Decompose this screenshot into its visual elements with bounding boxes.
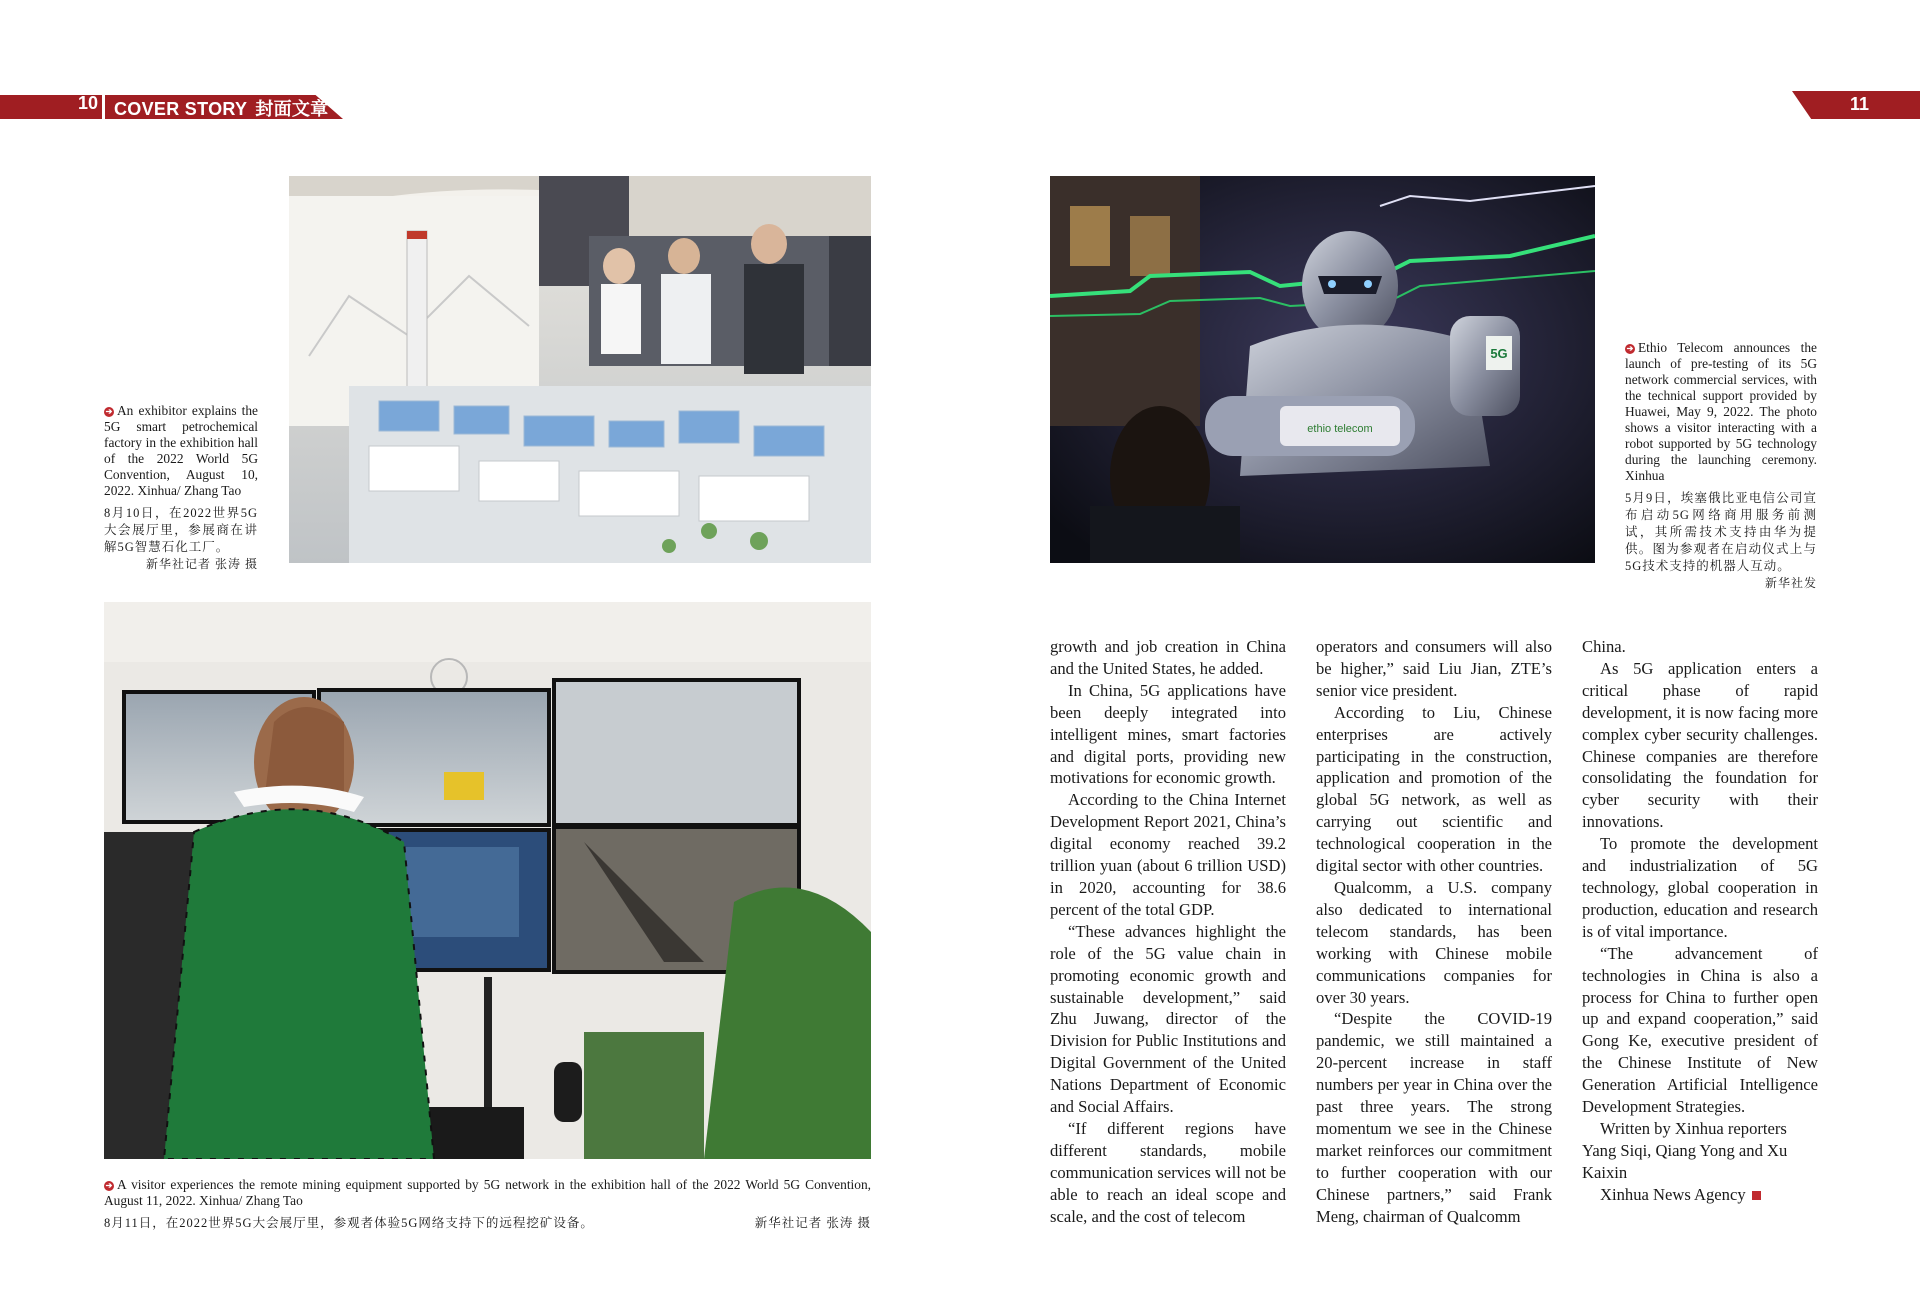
photo-smart-factory (289, 176, 871, 563)
photo-remote-mining (104, 602, 871, 1159)
paragraph: Qualcomm, a U.S. company also dedicated to international telecom standards, has been working with Chinese mobile communications companies for over 30 years. (1316, 877, 1552, 1007)
byline: Written by Xinhua reporters Yang Siqi, Qiang Yong and Xu Kaixin (1582, 1118, 1788, 1182)
caption-cn: 8月11日，在2022世界5G大会展厅里，参观者体验5G网络支持下的远程挖矿设备。 (104, 1216, 594, 1230)
robot-5g-badge: 5G (1490, 346, 1508, 361)
agency-name: Xinhua News Agency (1600, 1184, 1746, 1204)
agency-signoff (1582, 1184, 1818, 1206)
header-divider (102, 95, 105, 119)
paragraph: “If different regions have different standards, mobile communication services will not be able to reach an ideal scope and scale, and the cost of telecom (1050, 1118, 1286, 1226)
caption-credit: 新华社发 (1764, 576, 1817, 590)
caption-en: A visitor experiences the remote mining equipment supported by 5G network in the exhibition hall of the 2022 World 5G Convention, August 11, 2022. Xinhua/ Zhang Tao (104, 1177, 871, 1208)
caption-credit: 新华社记者 张涛 摄 (145, 557, 258, 571)
paragraph: growth and job creation in China and the United States, he added. (1050, 637, 1286, 678)
paragraph: “The advancement of technologies in China is also a process for China to further open up and expand cooperation,” said Gong Ke, executive president of the Chinese Institute of New Generation Artificial Intelligence Development Strategies. (1582, 943, 1818, 1117)
right-page-number: 11 (1850, 94, 1870, 114)
paragraph: According to the China Internet Development Report 2021, China’s digital economy reached 39.2 trillion yuan (about 6 trillion USD) in 2020, accounting for 38.6 percent of the total GDP. (1050, 790, 1286, 919)
paragraph: In China, 5G applications have been deeply integrated into intelligent mines, smart factories and digital ports, providing new motivations for economic growth. (1050, 680, 1286, 788)
paragraph: “Despite the COVID-19 pandemic, we still maintained a 20-percent increase in staff numbers per year in China over the past three years. The strong momentum we see in the Chinese market reinforces our commitment to further cooperation with our Chinese partners,” said Frank Meng, chairman of Qualcomm (1316, 1009, 1552, 1226)
caption-arrow-icon: ➔ (1626, 344, 1634, 353)
caption-en: An exhibitor explains the 5G smart petrochemical factory in the exhibition hall of the 2022 World 5G Convention, August 10, 2022. Xinhua/ Zhang Tao (104, 403, 258, 498)
paragraph: operators and consumers will also be higher,” said Liu Jian, ZTE’s senior vice president. (1316, 637, 1552, 700)
caption-credit: 新华社记者 张涛 摄 (754, 1216, 871, 1230)
article-column-2 (1316, 636, 1552, 1227)
left-page-header (0, 91, 343, 119)
caption-cn: 5月9日，埃塞俄比亚电信公司宣布启动5G网络商用服务前测试，其所需技术支持由华为提供。图为参观者在启动仪式上与5G技术支持的机器人互动。 (1625, 491, 1817, 573)
article-column-3 (1582, 636, 1818, 1206)
paragraph: As 5G application enters a critical phase of rapid development, it is now facing more complex cyber security challenges. Chinese companies are therefore consolidating the foundation for cyber security with their innovations. (1582, 658, 1818, 832)
article-column-1 (1050, 636, 1286, 1227)
left-page-number: 10 (78, 93, 99, 113)
section-title-en: COVER STORY (114, 99, 248, 119)
caption-robot-ceremony (1625, 340, 1817, 591)
end-mark-icon (1752, 1191, 1761, 1200)
section-title (114, 95, 329, 121)
paragraph: According to Liu, Chinese enterprises are actively participating in the construction, application and promotion of the global 5G network, as well as carrying out scientific and technological cooperation in the digital sector with other countries. (1316, 702, 1552, 876)
caption-en: Ethio Telecom announces the launch of pre-testing of its 5G network commercial services, with the technical support provided by Huawei, May 9, 2022. The photo shows a visitor interacting with a robot supported by 5G technology during the launching ceremony. Xinhua (1625, 340, 1817, 483)
caption-cn-row (104, 1215, 871, 1231)
caption-arrow-icon: ➔ (105, 407, 113, 416)
right-page-header (1792, 91, 1920, 119)
robot-logo-text: ethio telecom (1307, 423, 1373, 435)
photo-robot-ceremony (1050, 176, 1595, 563)
caption-cn: 8月10日，在2022世界5G大会展厅里，参展商在讲解5G智慧石化工厂。 (104, 506, 258, 554)
paragraph: To promote the development and industrialization of 5G technology, global cooperation in production, education and research is of vital importance. (1582, 834, 1818, 941)
section-title-cn: 封面文章 (255, 99, 329, 119)
caption-smart-factory (104, 403, 258, 572)
paragraph: China. (1582, 637, 1626, 656)
caption-remote-mining (104, 1177, 871, 1231)
paragraph: “These advances highlight the role of the 5G value chain in promoting economic growth and sustainable development,” said Zhu Juwang, director of the Division for Public Institutions and Digital Government of the United Nations Department of Economic and Social Affairs. (1050, 921, 1286, 1117)
caption-arrow-icon: ➔ (105, 1181, 113, 1190)
